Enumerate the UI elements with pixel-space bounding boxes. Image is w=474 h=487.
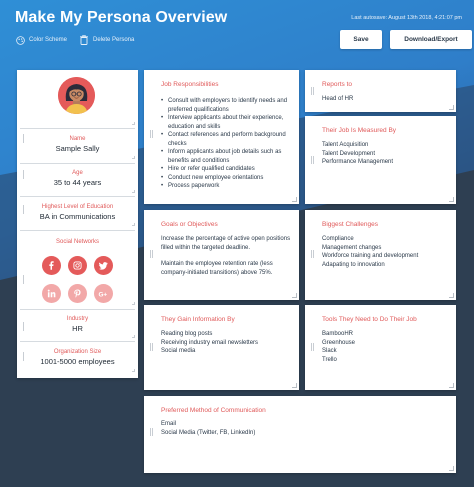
color-scheme-button[interactable] <box>15 35 67 45</box>
autosave-status: Last autosave: August 13th 2018, 4:21:07 pm <box>351 15 462 21</box>
list-item: Email <box>161 421 177 427</box>
resize-handle[interactable] <box>292 197 297 202</box>
goals-card <box>144 210 299 300</box>
name-section <box>17 136 138 153</box>
org-size-section <box>17 349 138 366</box>
card-title: Goals or Objectives <box>161 221 218 228</box>
resize-handle[interactable] <box>449 105 454 110</box>
industry-value[interactable]: HR <box>72 324 83 333</box>
age-value[interactable]: 35 to 44 years <box>53 178 102 187</box>
list-item: Talent Development <box>322 150 376 157</box>
drag-handle[interactable] <box>311 250 314 258</box>
challenges-list[interactable] <box>322 235 418 269</box>
resize-handle[interactable] <box>449 466 454 471</box>
linkedin-icon[interactable] <box>42 284 61 303</box>
name-label: Name <box>69 136 86 142</box>
reports-to-value[interactable]: Head of HR <box>322 96 354 102</box>
divider <box>20 128 135 129</box>
resize-handle[interactable] <box>449 293 454 298</box>
resize-handle[interactable] <box>449 197 454 202</box>
card-title: Job Responsibilities <box>161 81 219 88</box>
resize-handle[interactable] <box>132 369 135 372</box>
goals-text[interactable] <box>161 235 291 285</box>
challenges-card <box>305 210 456 300</box>
resize-handle[interactable] <box>132 190 135 193</box>
goal-paragraph: Increase the percentage of active open positions filled within the targeted deadline. <box>161 236 291 251</box>
list-item: • Process paperwork <box>161 182 289 191</box>
twitter-icon[interactable] <box>94 256 113 275</box>
divider <box>20 230 135 231</box>
drag-handle[interactable] <box>23 275 25 284</box>
list-item: • Contact references and perform background checks <box>161 131 289 148</box>
resize-handle[interactable] <box>292 383 297 388</box>
list-item: Reading blog posts <box>161 331 213 337</box>
list-item: • Consult with employers to identify needs and preferred qualifications <box>161 97 289 114</box>
list-item: • Conduct new employee orientations <box>161 174 289 183</box>
education-value[interactable]: BA in Communications <box>39 212 116 221</box>
list-item: Workforce training and development <box>322 253 419 259</box>
divider <box>20 196 135 197</box>
age-label: Age <box>72 170 83 176</box>
org-size-label: Organization Size <box>53 349 102 355</box>
card-title: Preferred Method of Communication <box>161 407 266 414</box>
list-item: Greenhouse <box>322 339 356 346</box>
svg-text:G+: G+ <box>98 290 108 298</box>
tools-list[interactable] <box>322 330 355 364</box>
list-item: Management changes <box>322 244 382 251</box>
list-item: BambooHR <box>322 331 354 337</box>
list-item: Compliance <box>322 236 354 242</box>
list-item: Social Media (Twitter, FB, LinkedIn) <box>161 429 256 436</box>
education-section <box>17 204 138 221</box>
list-item: • Inform applicants about job details such as benefits and conditions <box>161 148 289 165</box>
pinterest-icon[interactable] <box>68 284 87 303</box>
list-item: Social media <box>161 348 196 354</box>
card-title: Their Job Is Measured By <box>322 127 397 134</box>
card-title: Biggest Challenges <box>322 221 379 228</box>
card-title: Tools They Need to Do Their Job <box>322 316 417 323</box>
social-section <box>17 239 138 245</box>
list-item: Receiving industry email newsletters <box>161 339 259 346</box>
resize-handle[interactable] <box>449 383 454 388</box>
measured-by-card <box>305 116 456 204</box>
download-export-button[interactable]: Download/Export <box>390 30 472 49</box>
instagram-icon[interactable] <box>68 256 87 275</box>
palette-icon <box>15 35 25 45</box>
list-item: Trello <box>322 356 337 363</box>
googleplus-icon[interactable] <box>94 284 113 303</box>
tools-card <box>305 305 456 390</box>
resize-handle[interactable] <box>132 122 135 125</box>
resize-handle[interactable] <box>132 302 135 305</box>
reports-to-card <box>305 70 456 112</box>
org-size-value[interactable]: 1001-5000 employees <box>40 357 115 366</box>
industry-section <box>17 316 138 333</box>
job-responsibilities-card <box>144 70 299 204</box>
card-title: Reports to <box>322 81 352 88</box>
list-item: Slack <box>322 348 337 354</box>
resize-handle[interactable] <box>132 156 135 159</box>
communication-list[interactable] <box>161 420 255 437</box>
list-item: Performance Management <box>322 159 394 165</box>
delete-persona-label: Delete Persona <box>93 37 135 43</box>
drag-handle[interactable] <box>150 250 153 258</box>
list-item: • Hire or refer qualified candidates <box>161 165 289 174</box>
resize-handle[interactable] <box>132 223 135 226</box>
age-section <box>17 170 138 187</box>
drag-handle[interactable] <box>311 343 314 351</box>
divider <box>20 309 135 310</box>
job-responsibilities-list[interactable] <box>161 97 289 191</box>
drag-handle[interactable] <box>311 156 314 164</box>
education-label: Highest Level of Education <box>41 204 114 210</box>
name-value[interactable]: Sample Sally <box>55 144 100 153</box>
persona-avatar <box>58 77 95 114</box>
measured-by-list[interactable] <box>322 141 393 167</box>
header <box>15 9 464 59</box>
information-sources-list[interactable] <box>161 330 258 356</box>
social-label: Social Networks <box>55 239 99 245</box>
drag-handle[interactable] <box>150 343 153 351</box>
delete-persona-button[interactable] <box>79 35 134 45</box>
save-button[interactable]: Save <box>340 30 382 49</box>
resize-handle[interactable] <box>292 293 297 298</box>
list-item: • Interview applicants about their experience, education and skills <box>161 114 289 131</box>
page-title: Make My Persona Overview <box>15 9 228 26</box>
color-scheme-label: Color Scheme <box>29 37 68 43</box>
communication-card <box>144 396 456 473</box>
resize-handle[interactable] <box>132 335 135 338</box>
divider <box>20 163 135 164</box>
facebook-icon[interactable] <box>42 256 61 275</box>
profile-card <box>17 70 138 378</box>
goal-paragraph: Maintain the employee retention rate (less company-initiated transitions) above 75%. <box>161 261 273 276</box>
information-sources-card <box>144 305 299 390</box>
drag-handle[interactable] <box>150 130 153 138</box>
list-item: Adapating to innovation <box>322 261 385 268</box>
divider <box>20 341 135 342</box>
industry-label: Industry <box>66 316 89 322</box>
drag-handle[interactable] <box>150 428 153 436</box>
trash-icon <box>79 35 89 45</box>
card-title: They Gain Information By <box>161 316 235 323</box>
drag-handle[interactable] <box>311 87 314 95</box>
list-item: Talent Acquisition <box>322 142 369 148</box>
